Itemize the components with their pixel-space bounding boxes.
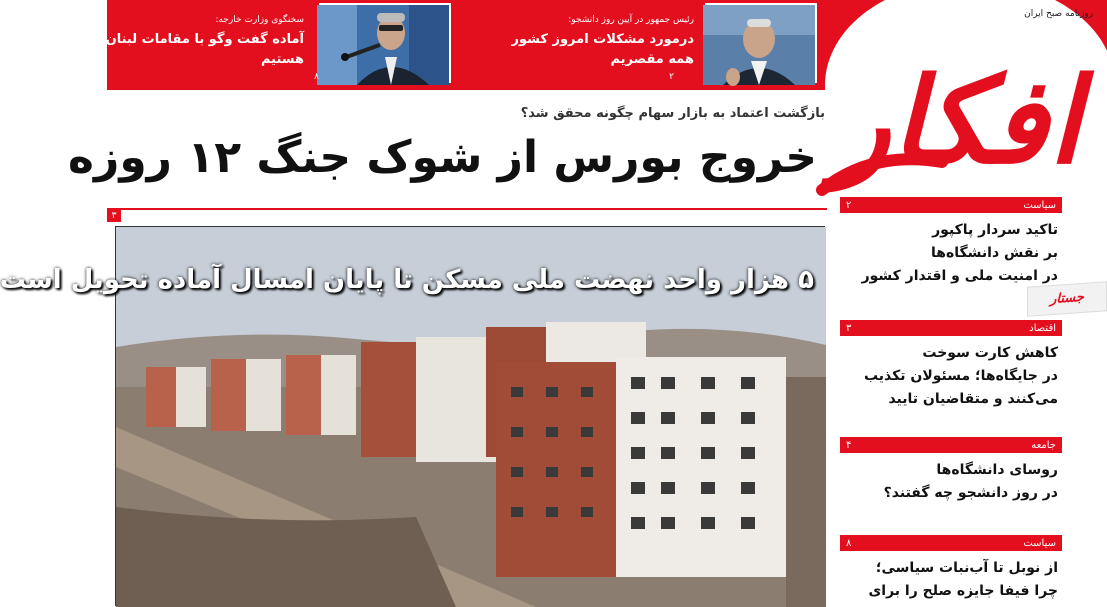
teaser-president[interactable] (462, 0, 822, 90)
teaser-kicker: سخنگوی وزارت خارجه: (215, 15, 304, 25)
main-photo[interactable] (0, 226, 825, 606)
section-category: سیاست (1023, 537, 1056, 549)
news-sidebar (840, 195, 1062, 600)
teaser-page: ۸ (314, 72, 319, 82)
president-photo (705, 3, 817, 83)
photo-caption: ۵ هزار واحد نهضت ملی مسکن تا پایان امسال آماده تحویل است (0, 265, 814, 295)
section-page: ۲ (846, 199, 852, 211)
jostar-badge[interactable]: جستار (1027, 281, 1107, 317)
section-bar (840, 535, 1062, 551)
section-headline: چرا فیفا جایزه صلح را برای (868, 583, 1058, 599)
section-bar (840, 197, 1062, 213)
teaser-kicker: رئیس جمهور در آیین روز دانشجو: (568, 15, 694, 25)
section-headline: در روز دانشجو چه گفتند؟ (883, 485, 1058, 501)
section-bar (840, 437, 1062, 453)
teaser-title-line2: همه مقصریم (610, 52, 694, 67)
masthead-tagline: روزنامه صبح ایران (1024, 9, 1093, 19)
headline-page: ۳ (107, 210, 121, 222)
sidebar-item-economy[interactable] (840, 320, 1062, 411)
teaser-spokesman[interactable] (107, 0, 457, 90)
section-headline: روسای دانشگاه‌ها (936, 462, 1058, 478)
sidebar-item-politics-2[interactable] (840, 535, 1062, 603)
main-headline[interactable]: خروج بورس از شوک جنگ ۱۲ روزه (68, 132, 817, 183)
section-headline: تاکید سردار پاکپور (932, 222, 1058, 238)
spokesman-photo (319, 3, 451, 83)
section-category: سیاست (1023, 199, 1056, 211)
teaser-title: آماده گفت وگو با مقامات لبنان (105, 32, 304, 47)
section-page: ۳ (846, 322, 852, 334)
section-headline: از نوبل تا آب‌نبات سیاسی؛ (875, 560, 1058, 576)
section-headline: کاهش کارت سوخت (922, 345, 1058, 361)
teaser-title-line2: هستیم (260, 52, 304, 67)
section-bar (840, 320, 1062, 336)
section-headline: در جایگاه‌ها؛ مسئولان تکذیب (863, 368, 1058, 384)
section-page: ۴ (846, 439, 852, 451)
main-subhead: بازگشت اعتماد به بازار سهام چگونه محقق شد؟ (520, 106, 825, 121)
section-page: ۸ (846, 537, 852, 549)
section-headline: بر نقش دانشگاه‌ها (931, 245, 1058, 261)
logo-text: افکار (833, 52, 1081, 190)
section-headline: در امنیت ملی و اقتدار کشور (861, 268, 1058, 284)
teaser-title: درمورد مشکلات امروز کشور (511, 32, 694, 47)
headline-divider (107, 208, 827, 210)
teaser-page: ۲ (669, 72, 674, 82)
section-category: اقتصاد (1029, 322, 1056, 334)
masthead-logo[interactable] (812, 30, 1102, 195)
section-category: جامعه (1031, 439, 1056, 451)
sidebar-item-politics[interactable] (840, 197, 1062, 288)
section-headline: می‌کنند و متقاضیان تایید (888, 391, 1058, 407)
sidebar-item-society[interactable] (840, 437, 1062, 505)
